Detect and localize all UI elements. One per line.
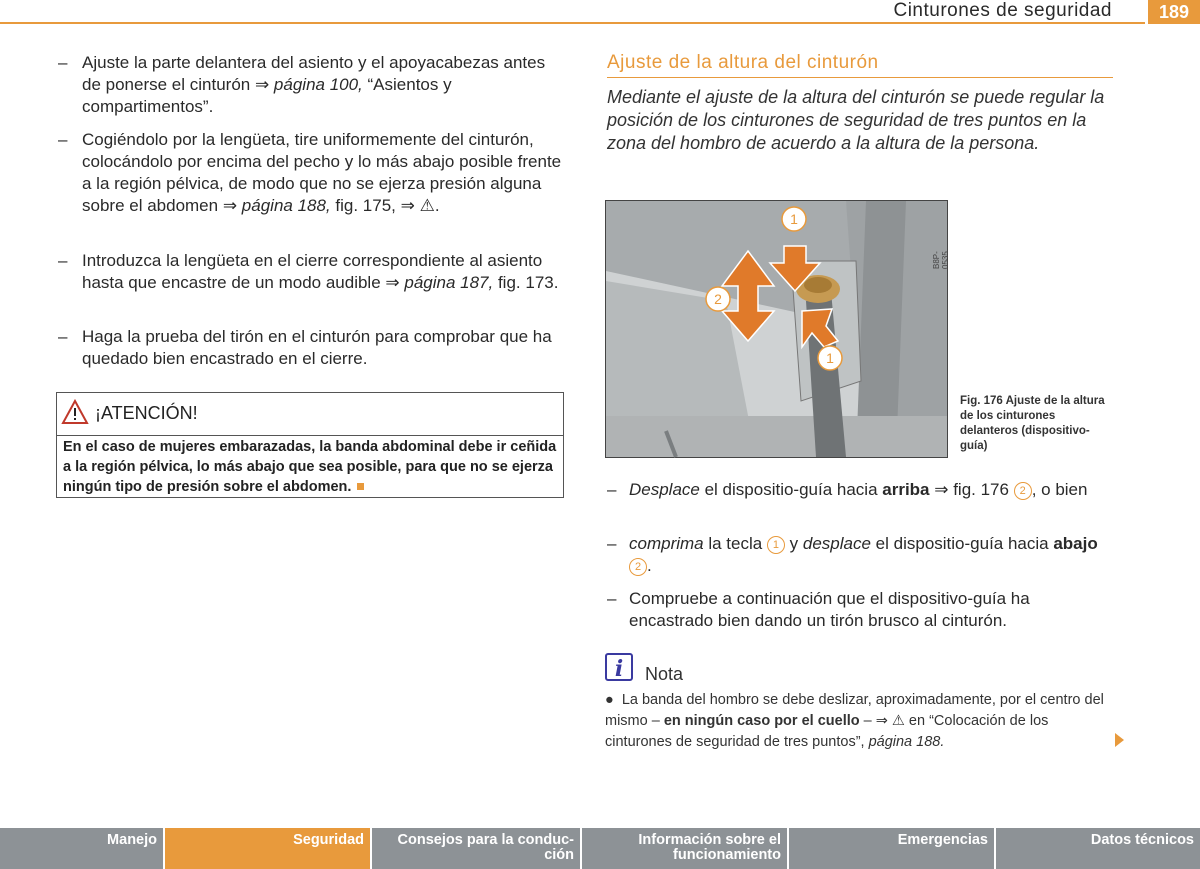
instruction-text-part: y — [784, 534, 803, 553]
instruction-text — [82, 129, 563, 217]
bullet-dash: – — [58, 251, 68, 270]
figure-marker-label: 1 — [790, 211, 798, 227]
instruction-item — [58, 129, 563, 217]
instruction-item — [607, 588, 1117, 632]
page-reference[interactable]: página 187, — [404, 273, 494, 292]
figure-marker-label: 2 — [714, 291, 722, 307]
note-bullet: ● — [605, 692, 614, 708]
page-reference[interactable]: página 100, — [273, 75, 363, 94]
step-marker-icon: 2 — [1014, 482, 1032, 500]
footer-tab-seguridad[interactable]: Seguridad — [165, 828, 372, 869]
warning-text-body: En el caso de mujeres embarazadas, la banda abdominal debe ir ceñida a la región pélvica, lo más abajo que sea posible, para que no se ejerza ningún tipo de presión sobre el abdomen. — [63, 439, 557, 495]
figure-belt-height-adjustment — [605, 200, 948, 458]
instruction-text-part: el dispositio-guía hacia — [870, 534, 1054, 553]
instruction-text-part[interactable]: ⇒ fig. 176 — [929, 480, 1014, 499]
warning-text — [63, 437, 557, 497]
footer-nav — [0, 828, 1200, 869]
footer-tab-emergencias[interactable]: Emergencias — [789, 828, 996, 869]
note-text — [605, 690, 1115, 753]
bullet-dash: – — [58, 327, 68, 346]
instruction-text-part: Desplace — [629, 480, 700, 499]
footer-tab-manejo[interactable]: Manejo — [0, 828, 165, 869]
note-text-part: en ningún caso por el cuello — [663, 713, 860, 729]
figure-marker-label: 1 — [826, 350, 834, 366]
instruction-text-part: Cogiéndolo por la lengüeta, tire uniformemente del cinturón, colocándolo por encima del pecho y lo más abajo posible frente a la región pélvica, de modo que no se ejerza presión alguna sobre el abdomen ⇒ — [82, 130, 562, 215]
instruction-text-part: el dispositio-guía hacia — [699, 480, 883, 499]
instruction-item — [607, 533, 1117, 577]
instruction-text-part: . — [647, 556, 652, 575]
info-icon: i — [605, 653, 633, 681]
warning-title: ¡ATENCIÓN! — [95, 403, 198, 423]
bullet-dash: – — [607, 480, 617, 499]
figure-caption: Fig. 176 Ajuste de la altura de los cinturones delanteros (dispositivo-guía) — [960, 395, 1105, 452]
instruction-text — [82, 52, 563, 118]
figure-code: B8P-0535 — [932, 251, 950, 269]
continue-arrow-icon — [1115, 733, 1124, 747]
bullet-dash: – — [607, 589, 617, 608]
instruction-text-part: fig. 175, ⇒ ⚠. — [330, 196, 440, 215]
instruction-text — [629, 479, 1117, 501]
instruction-text-part: “Asientos y compartimentos”. — [82, 75, 452, 116]
warning-box — [56, 392, 564, 498]
instruction-text-part: Ajuste la parte delantera del asiento y el apoyacabezas antes de ponerse el cinturón ⇒ — [82, 53, 546, 94]
step-marker-icon: 1 — [767, 536, 785, 554]
belt-guide-illustration — [606, 201, 947, 457]
end-marker-icon — [357, 483, 364, 490]
bullet-dash: – — [607, 534, 617, 553]
step-marker-icon: 2 — [629, 558, 647, 576]
header-rule — [0, 22, 1145, 24]
instruction-text-part: desplace — [802, 534, 871, 553]
warning-header — [57, 393, 563, 436]
footer-tab-informacion[interactable]: Información sobre el funcionamiento — [582, 828, 789, 869]
bullet-dash: – — [58, 53, 68, 72]
instruction-item — [58, 250, 563, 294]
instruction-text-part: Introduzca la lengüeta en el cierre correspondiente al asiento hasta que encastre de un modo audible ⇒ — [82, 251, 543, 292]
footer-tab-consejos[interactable]: Consejos para la conduc- ción — [372, 828, 582, 869]
instruction-text — [629, 533, 1117, 577]
page-header-title: Cinturones de seguridad — [893, 0, 1112, 21]
instruction-item — [58, 52, 563, 118]
page-reference[interactable]: página 188, — [241, 196, 331, 215]
instruction-item — [607, 479, 1117, 501]
warning-triangle-icon — [61, 399, 89, 425]
page-reference[interactable]: página 188. — [868, 734, 945, 750]
instruction-text: Compruebe a continuación que el dispositivo-guía ha encastrado bien dando un tirón brusco al cinturón. — [629, 589, 1030, 630]
section-rule — [607, 77, 1113, 78]
page-number: 189 — [1148, 0, 1200, 24]
note-text-part: La banda del hombro se debe deslizar, aproximadamente, por el centro del mismo – — [605, 692, 1104, 729]
bullet-dash: – — [58, 130, 68, 149]
note-title: Nota — [645, 664, 684, 684]
instruction-text-part: comprima — [629, 534, 704, 553]
section-title: Ajuste de la altura del cinturón — [607, 52, 879, 73]
instruction-text-part: , o bien — [1031, 480, 1088, 499]
instruction-text — [82, 250, 563, 294]
instruction-item — [58, 326, 563, 370]
instruction-text-part: la tecla — [703, 534, 767, 553]
instruction-text-part: arriba — [882, 480, 930, 499]
instruction-text-part: abajo — [1053, 534, 1098, 553]
instruction-text-part: fig. 173. — [493, 273, 559, 292]
section-intro: Mediante el ajuste de la altura del cinturón se puede regular la posición de los cinturones de seguridad de tres puntos en la zona del hombro de acuerdo a la altura de la persona. — [607, 87, 1105, 153]
instruction-text: Haga la prueba del tirón en el cinturón para comprobar que ha quedado bien encastrado en el cierre. — [82, 327, 552, 368]
footer-tab-datos-tecnicos[interactable]: Datos técnicos — [1090, 832, 1194, 848]
note-text-part: – ⇒ ⚠ en “Colocación de los cinturones de seguridad de tres puntos”, — [605, 713, 1049, 750]
